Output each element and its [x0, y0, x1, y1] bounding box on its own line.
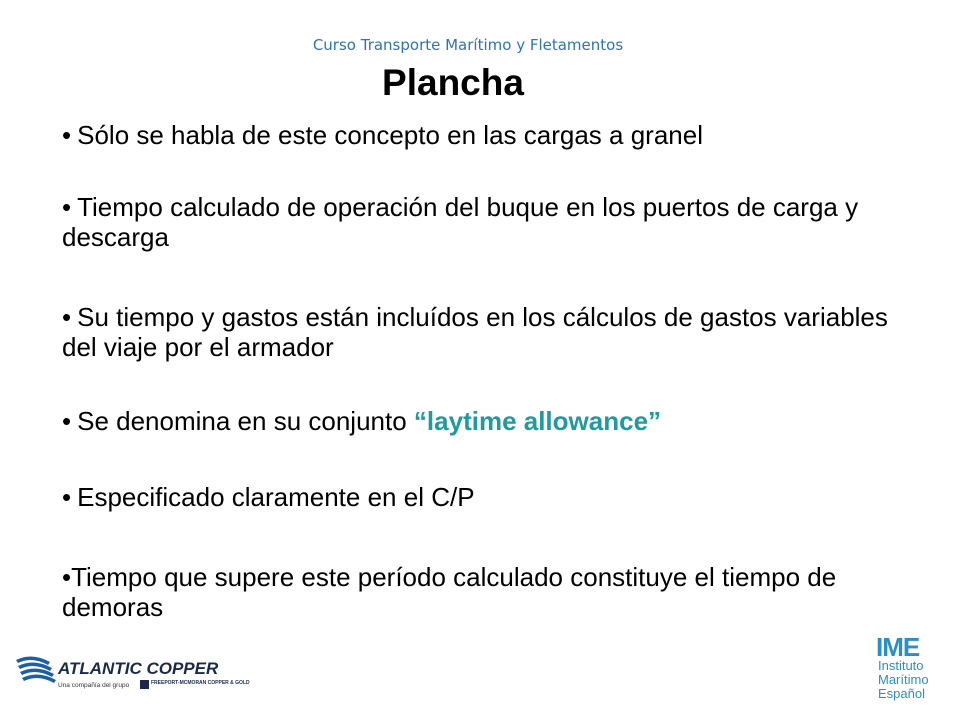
bullet-marker: •: [62, 482, 72, 512]
ime-line-3: Español: [878, 686, 925, 701]
course-header: Curso Transporte Marítimo y Fletamentos: [312, 36, 624, 54]
atlantic-copper-logo: [14, 650, 250, 695]
bullet-text: Tiempo que supere este período calculado constituye el tiempo de demoras: [62, 562, 837, 622]
bullet-text: Se denomina en su conjunto: [77, 406, 407, 436]
bullet-marker: •: [62, 302, 72, 332]
ime-mark: IME: [876, 632, 920, 662]
ime-line-2: Marítimo: [878, 672, 929, 687]
bullet-item: [62, 120, 902, 150]
group-name: FREEPORT-MCMORAN COPPER & GOLD: [151, 680, 250, 686]
ime-line-1: Instituto: [878, 658, 924, 673]
logo-tagline: Una compañía del grupo: [58, 682, 130, 689]
bullet-text: Sólo se habla de este concepto en las cargas a granel: [77, 120, 703, 150]
bullet-item: [62, 302, 902, 362]
bullet-item: [62, 192, 902, 252]
bullet-marker: •: [62, 406, 72, 436]
bullet-item: [62, 482, 902, 512]
bullet-marker: •: [62, 562, 72, 592]
bullet-text: Tiempo calculado de operación del buque en los puertos de carga y descarga: [62, 192, 859, 252]
bullet-item: [62, 562, 902, 622]
bullet-item: [62, 406, 902, 436]
wave-icon: [16, 656, 56, 683]
atlantic-copper-wordmark: ATLANTIC COPPER: [58, 659, 219, 678]
bullet-marker: •: [62, 192, 72, 222]
laytime-allowance-highlight: “laytime allowance”: [413, 406, 662, 436]
bullet-marker: •: [62, 120, 72, 150]
bullet-text: Su tiempo y gastos están incluídos en los cálculos de gastos variables del viaje por el armador: [62, 302, 888, 362]
bullet-text: Especificado claramente en el C/P: [77, 482, 475, 512]
fcx-mark-icon: [140, 680, 149, 689]
ime-logo: [874, 632, 938, 702]
slide-title: Plancha: [382, 62, 524, 103]
